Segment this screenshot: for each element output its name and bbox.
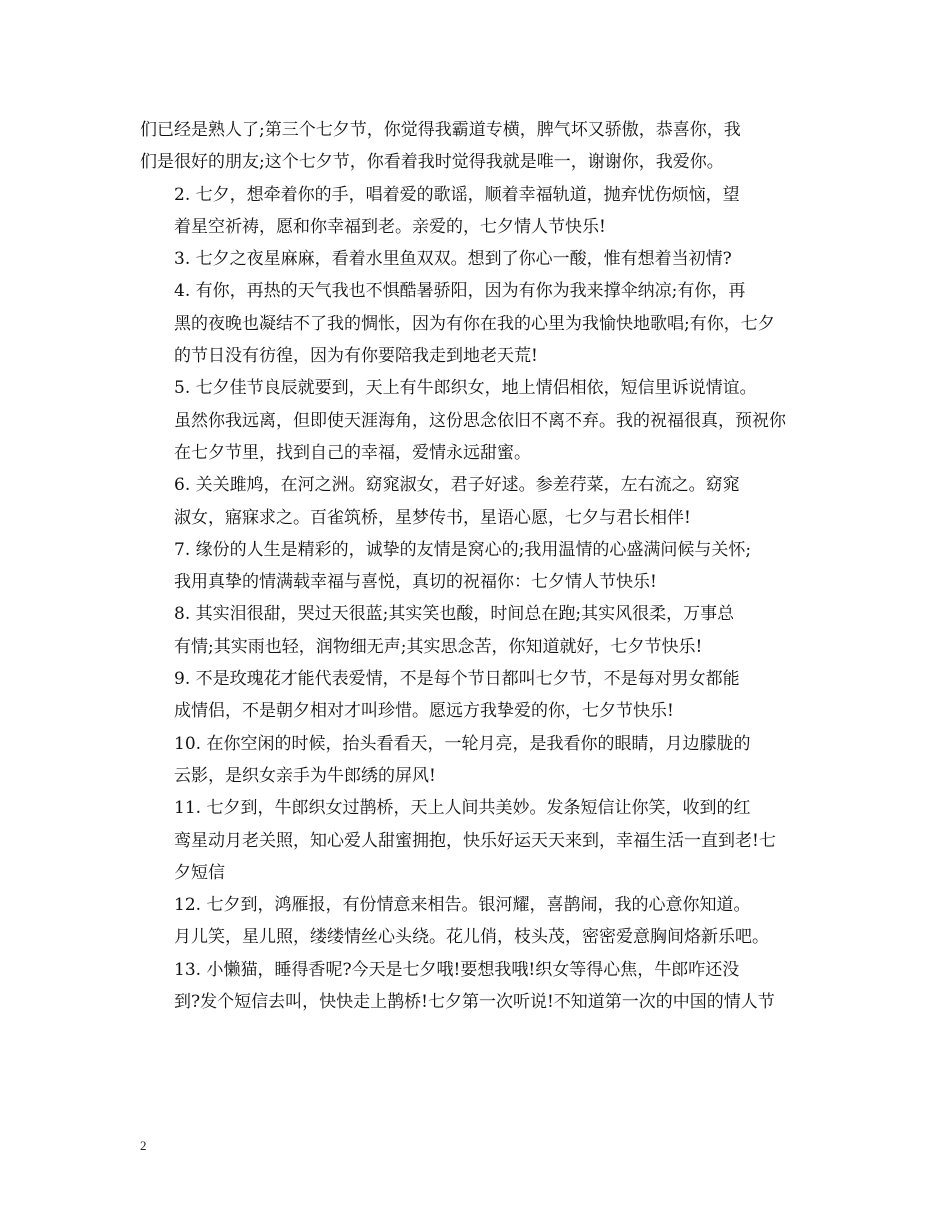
text-line: 月儿笑，星儿照，缕缕情丝心头绕。花儿俏，枝头茂，密密爱意胸间烙新乐吧。 [174,927,769,948]
text-line: 有情;其实雨也轻，润物细无声;其实思念苦，你知道就好，七夕节快乐! [174,636,703,657]
text-line: 云影，是织女亲手为牛郎绣的屏风! [174,765,436,786]
text-line: 淑女，寤寐求之。百雀筑桥，星梦传书，星语心愿，七夕与君长相伴! [174,507,691,528]
text-line: 11. 七夕到，牛郎织女过鹊桥，天上人间共美妙。发条短信让你笑，收到的红 [174,798,751,819]
text-line: 虽然你我远离，但即使天涯海角，这份思念依旧不离不弃。我的祝福很真，预祝你 [174,410,786,431]
text-line: 到?发个短信去叫，快快走上鹊桥!七夕第一次听说!不知道第一次的中国的情人节 [174,992,775,1013]
list-item [140,792,812,889]
text-line: 黑的夜晚也凝结不了我的惆怅，因为有你在我的心里为我愉快地歌唱;有你，七夕 [174,313,775,334]
list-item [140,728,812,793]
list-item [140,663,812,728]
text-line: 5. 七夕佳节良辰就要到，天上有牛郎织女，地上情侣相依，短信里诉说情谊。 [174,378,757,399]
text-line: 夕短信 [174,862,225,883]
list-item [140,469,812,534]
text-line: 6. 关关雎鸠，在河之洲。窈窕淑女，君子好逑。参差荇菜，左右流之。窈窕 [174,475,740,496]
text-line: 2. 七夕，想牵着你的手，唱着爱的歌谣，顺着幸福轨道，抛弃忧伤烦恼，望 [174,184,740,205]
list-item [140,275,812,372]
text-line: 们是很好的朋友;这个七夕节，你看着我时觉得我就是唯一，谢谢你，我爱你。 [140,152,724,173]
continuation-paragraph [140,114,812,179]
list-item [140,889,812,954]
text-line: 8. 其实泪很甜，哭过天很蓝;其实笑也酸，时间总在跑;其实风很柔，万事总 [174,604,735,625]
text-line: 3. 七夕之夜星麻麻，看着水里鱼双双。想到了你心一酸，惟有想着当初情? [174,249,732,270]
text-line: 4. 有你，再热的天气我也不惧酷暑骄阳，因为有你为我来撑伞纳凉;有你，再 [174,281,746,302]
list-item [140,534,812,599]
text-line: 着星空祈祷，愿和你幸福到老。亲爱的，七夕情人节快乐! [174,216,606,237]
text-line: 7. 缘份的人生是精彩的，诚挚的友情是窝心的;我用温情的心盛满问候与关怀; [174,539,752,560]
list-item [140,179,812,244]
list-item [140,372,812,469]
text-line: 9. 不是玫瑰花才能代表爱情，不是每个节日都叫七夕节，不是每对男女都能 [174,669,740,690]
text-line: 10. 在你空闲的时候，抬头看看天，一轮月亮，是我看你的眼睛，月边朦胧的 [174,733,751,754]
text-line: 鸾星动月老关照，知心爱人甜蜜拥抱，快乐好运天天来到，幸福生活一直到老!七 [174,830,776,851]
page-number: 2 [140,1138,147,1153]
text-line: 的节日没有彷徨，因为有你要陪我走到地老天荒! [174,346,538,367]
list-item [140,243,812,275]
list-item [140,954,812,1019]
list-item [140,598,812,663]
text-line: 12. 七夕到，鸿雁报，有份情意来相告。银河耀，喜鹊闹，我的心意你知道。 [174,895,751,916]
text-line: 们已经是熟人了;第三个七夕节，你觉得我霸道专横，脾气坏又骄傲，恭喜你，我 [140,120,741,140]
text-line: 我用真挚的情满载幸福与喜悦，真切的祝福你：七夕情人节快乐! [174,572,657,593]
text-line: 13. 小懒猫，睡得香呢?今天是七夕哦!要想我哦!织女等得心焦，牛郎咋还没 [174,959,740,980]
text-line: 在七夕节里，找到自己的幸福，爱情永远甜蜜。 [174,442,531,463]
text-line: 成情侣，不是朝夕相对才叫珍惜。愿远方我挚爱的你，七夕节快乐! [174,701,674,722]
page-body [140,114,812,1018]
